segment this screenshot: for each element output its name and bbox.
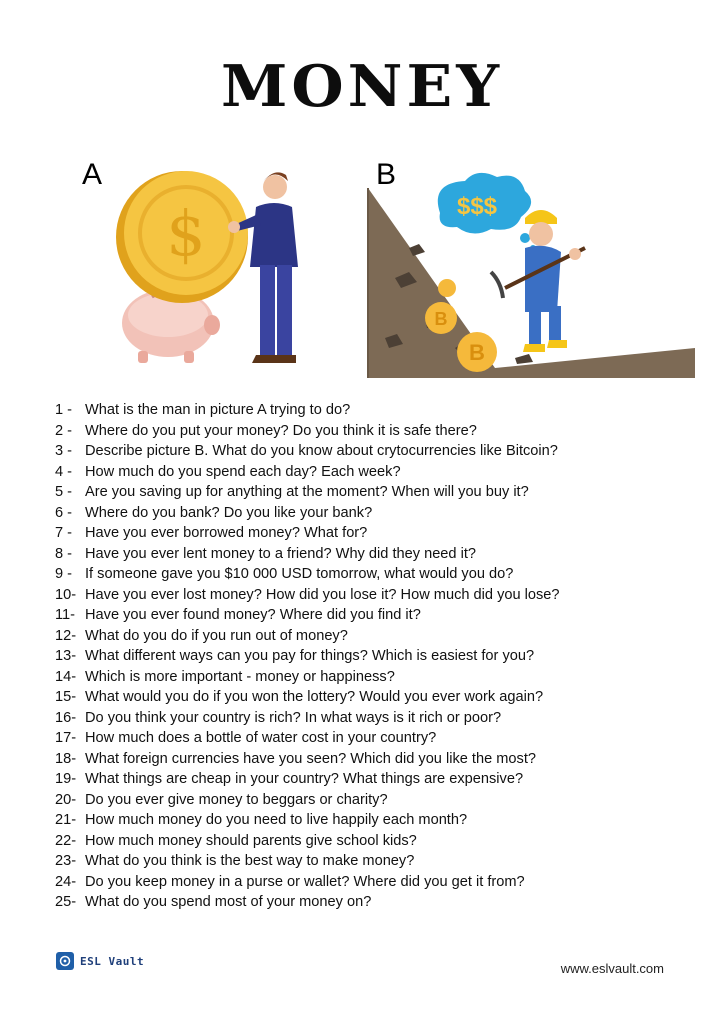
question-number: 13-: [55, 648, 77, 664]
question-text: How much do you spend each day? Each week?: [85, 463, 401, 480]
question-number: 19-: [55, 771, 77, 787]
question-item: [55, 523, 695, 544]
question-text: What do you think is the best way to make money?: [85, 853, 415, 869]
question-item: [55, 749, 695, 770]
question-text: What things are cheap in your country? What things are expensive?: [85, 771, 524, 787]
question-text: How much does a bottle of water cost in your country?: [85, 730, 437, 746]
question-number: 12-: [55, 627, 77, 644]
question-text: Have you ever lost money? How did you lose it? How much did you lose?: [85, 586, 560, 603]
bitcoin-icon: [438, 279, 456, 297]
miner-figure: [491, 210, 585, 352]
esl-vault-logo: [56, 952, 144, 970]
question-text: What do you do if you run out of money?: [85, 627, 348, 644]
question-text: What different ways can you pay for things? Which is easiest for you?: [85, 648, 535, 664]
question-item: [55, 585, 695, 606]
question-item: [55, 421, 695, 442]
question-text: Do you keep money in a purse or wallet? Where did you get it from?: [85, 873, 525, 890]
question-number: 17-: [55, 730, 77, 746]
question-number: 15-: [55, 689, 77, 705]
question-item: [55, 462, 695, 483]
question-number: 14-: [55, 668, 77, 685]
question-item: [55, 851, 695, 872]
question-number: 18-: [55, 750, 77, 767]
thought-bubble-icon: [438, 173, 536, 251]
question-item: [55, 872, 695, 893]
question-text: If someone gave you $10 000 USD tomorrow, what would you do?: [85, 566, 514, 582]
question-text: What would you do if you won the lottery? Would you ever work again?: [85, 689, 544, 705]
question-number: 24-: [55, 873, 77, 890]
question-item: [55, 728, 695, 749]
question-item: [55, 667, 695, 688]
question-number: 11-: [55, 607, 76, 623]
question-item: [55, 769, 695, 790]
picture-a-illustration: [110, 165, 320, 375]
question-item: [55, 503, 695, 524]
question-number: 3 -: [55, 443, 73, 459]
question-item: [55, 626, 695, 647]
question-number: 16-: [55, 709, 77, 726]
question-text: Which is more important - money or happiness?: [85, 668, 395, 685]
website-url: www.eslvault.com: [560, 961, 664, 976]
question-number: 6 -: [55, 504, 73, 521]
question-item: [55, 400, 695, 421]
question-number: 2 -: [55, 422, 73, 439]
question-text: Have you ever lent money to a friend? Why did they need it?: [85, 545, 477, 562]
picture-b-illustration: [365, 168, 695, 378]
bitcoin-icon: [425, 302, 457, 334]
question-text: Do you ever give money to beggars or charity?: [85, 791, 388, 808]
question-number: 9 -: [55, 566, 73, 582]
question-item: [55, 790, 695, 811]
question-number: 10-: [55, 586, 77, 603]
question-item: [55, 646, 695, 667]
coin-icon: [116, 171, 248, 303]
question-text: Where do you put your money? Do you think it is safe there?: [85, 422, 477, 439]
bitcoin-icon: [457, 332, 497, 372]
question-text: Where do you bank? Do you like your bank?: [85, 504, 373, 521]
svg-text:B: B: [469, 340, 485, 365]
logo-text: ESL Vault: [80, 954, 145, 968]
question-text: How much money should parents give school kids?: [85, 832, 417, 849]
question-text: Have you ever borrowed money? What for?: [85, 525, 368, 541]
question-text: Describe picture B. What do you know about crytocurrencies like Bitcoin?: [85, 443, 558, 459]
question-item: [55, 441, 695, 462]
dollar-symbol: $: [166, 197, 206, 270]
question-number: 22-: [55, 832, 77, 849]
picture-b-label: B: [376, 158, 397, 191]
question-item: [55, 892, 695, 913]
question-number: 21-: [55, 812, 77, 828]
question-text: What do you spend most of your money on?: [85, 894, 372, 910]
question-item: [55, 831, 695, 852]
question-number: 25-: [55, 894, 77, 910]
question-item: [55, 564, 695, 585]
question-text: Are you saving up for anything at the moment? When will you buy it?: [85, 484, 529, 500]
question-number: 23-: [55, 853, 77, 869]
question-number: 7 -: [55, 525, 73, 541]
question-item: [55, 708, 695, 729]
question-number: 8 -: [55, 545, 73, 562]
question-text: How much money do you need to live happily each month?: [85, 812, 468, 828]
question-text: Do you think your country is rich? In what ways is it rich or poor?: [85, 709, 502, 726]
question-number: 5 -: [55, 484, 73, 500]
svg-text:B: B: [434, 309, 448, 329]
question-number: 4 -: [55, 463, 73, 480]
question-text: What is the man in picture A trying to do?: [85, 402, 351, 418]
vault-icon: [56, 952, 74, 970]
question-number: 1 -: [55, 402, 73, 418]
picture-a-label: A: [82, 158, 103, 191]
question-number: 20-: [55, 791, 77, 808]
question-text: What foreign currencies have you seen? Which did you like the most?: [85, 750, 537, 767]
page-title: MONEY: [220, 53, 504, 121]
question-item: [55, 810, 695, 831]
question-item: [55, 687, 695, 708]
question-item: [55, 544, 695, 565]
svg-text:$$$: $$$: [456, 193, 498, 220]
question-list: [55, 400, 695, 913]
question-item: [55, 482, 695, 503]
question-text: Have you ever found money? Where did you find it?: [85, 607, 421, 623]
question-item: [55, 605, 695, 626]
